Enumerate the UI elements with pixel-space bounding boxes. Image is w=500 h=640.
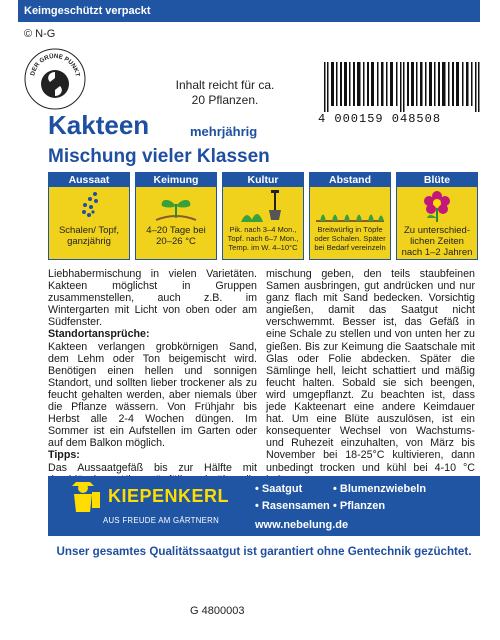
info-text: 4–20 Tage bei 20–26 °C	[146, 225, 206, 247]
info-heading: Kultur	[223, 173, 303, 187]
supply-line-2: 20 Pflanzen.	[191, 93, 259, 107]
info-text: Pik. nach 3–4 Mon., Topf. nach 6–7 Mon., Temp. im W. 4–10°C	[227, 225, 299, 252]
brand-tagline: AUS FREUDE AM GÄRTNERN	[102, 516, 220, 525]
body-left-column	[48, 268, 257, 498]
product-title: Kakteen	[48, 110, 150, 140]
care-text: Kakteen verlangen grobkörnigen Sand, dem Lehm oder Ton beigemischt wird. Benötigen einen hellen und sonnigen Standort, und sollten lieber trockener als zu feucht gehalten werden, aber niemals über die Pflanze wässern. Von Frühjahr bis Herbst alle 2-4 Wochen düngen. Im Sommer ist ein Aufstellen im Garten oder auf dem Balkon möglich.	[48, 340, 257, 450]
green-dot-icon	[24, 48, 86, 110]
supply-info	[160, 78, 290, 108]
info-box-bluete	[396, 172, 478, 260]
header-band	[18, 0, 480, 22]
info-box-abstand	[309, 172, 391, 260]
info-box-kultur	[222, 172, 304, 260]
product-type-lawn: • Rasensamen	[255, 500, 330, 512]
product-duration: mehrjährig	[190, 124, 258, 139]
info-text: Zu unterschied-lichen Zeiten nach 1–2 Jahren	[401, 225, 473, 258]
rows-icon	[310, 188, 390, 224]
info-heading: Abstand	[310, 173, 390, 187]
supply-line-1: Inhalt reicht für ca.	[175, 78, 275, 92]
product-type-bulbs: • Blumenzwiebeln	[333, 483, 427, 495]
barcode-digits: 4 000159 048508	[318, 112, 442, 126]
brand-name: KIEPENKERL	[108, 486, 230, 506]
kiepenkerl-figure-icon	[62, 480, 104, 516]
tips-continued-text: mischung geben, den teils staubfeinen Samen ausbringen, gut andrücken und nur ganz flach mit Sand bedecken. Vorsichtig angießen, damit das Saatgut nicht verschwemmt. Besser ist, das Gefäß in eine Schale zu stellen und von unten her zu gießen. Bis zur Keimung die Saatschale mit Glas oder Folie abdecken. Später die Sämlinge hell, leicht schattiert und mäßig feucht halten. Sobald sie sich beengen, wird umgepflanzt. Zu beachten ist, dass jede Kakteenart eine andere Keimdauer hat. Um eine Blüte auszulösen, ist ein konsequenter Wechsel von Wachstums- und Ruhezeit einzuhalten, von März bis November bei 18-25°C kultivieren, dann unbedingt trocken und kühl bei 4-10 °C	[266, 268, 475, 474]
info-text: Breitwürfig in Töpfe oder Schalen. Später bei Bedarf vereinzeln	[314, 225, 386, 252]
info-boxes	[48, 172, 480, 260]
body-right-column	[266, 268, 475, 486]
brand-website: www.nebelung.de	[255, 519, 349, 531]
barcode	[322, 62, 482, 112]
tips-heading: Tipps:	[48, 449, 80, 462]
packaging-notice: Keimgeschützt verpackt	[24, 5, 151, 17]
intro-text: Liebhabermischung in vielen Varietäten. Kakteen möglichst in Gruppen zusammenstellen, auch z.B. im Wintergarten mit Licht von oben oder am Südfenster.	[48, 268, 257, 329]
product-type-plants: • Pflanzen	[333, 500, 386, 512]
info-heading: Keimung	[136, 173, 216, 187]
info-box-aussaat	[48, 172, 130, 260]
info-text: Schalen/ Topf, ganzjährig	[58, 225, 120, 247]
info-heading: Blüte	[397, 173, 477, 187]
product-type-seeds: • Saatgut	[255, 483, 303, 495]
copyright-text: © N-G	[24, 28, 56, 40]
tips-text: Das Aussaatgefäß bis zur Hälfte mit	[48, 461, 257, 474]
item-code: G 4800003	[190, 605, 245, 617]
sprout-icon	[136, 188, 216, 224]
seeds-icon	[49, 188, 129, 224]
info-box-keimung	[135, 172, 217, 260]
care-heading: Standortansprüche:	[48, 328, 150, 341]
product-variety: Mischung vieler Klassen	[48, 146, 270, 167]
spade-icon	[223, 188, 303, 224]
info-heading: Aussaat	[49, 173, 129, 187]
gmo-guarantee: Unser gesamtes Qualitätssaatgut ist garantiert ohne Gentechnik gezüchtet.	[56, 545, 472, 558]
flower-icon	[397, 188, 477, 224]
green-dot-text: DER GRÜNE PUNKT	[29, 52, 81, 78]
